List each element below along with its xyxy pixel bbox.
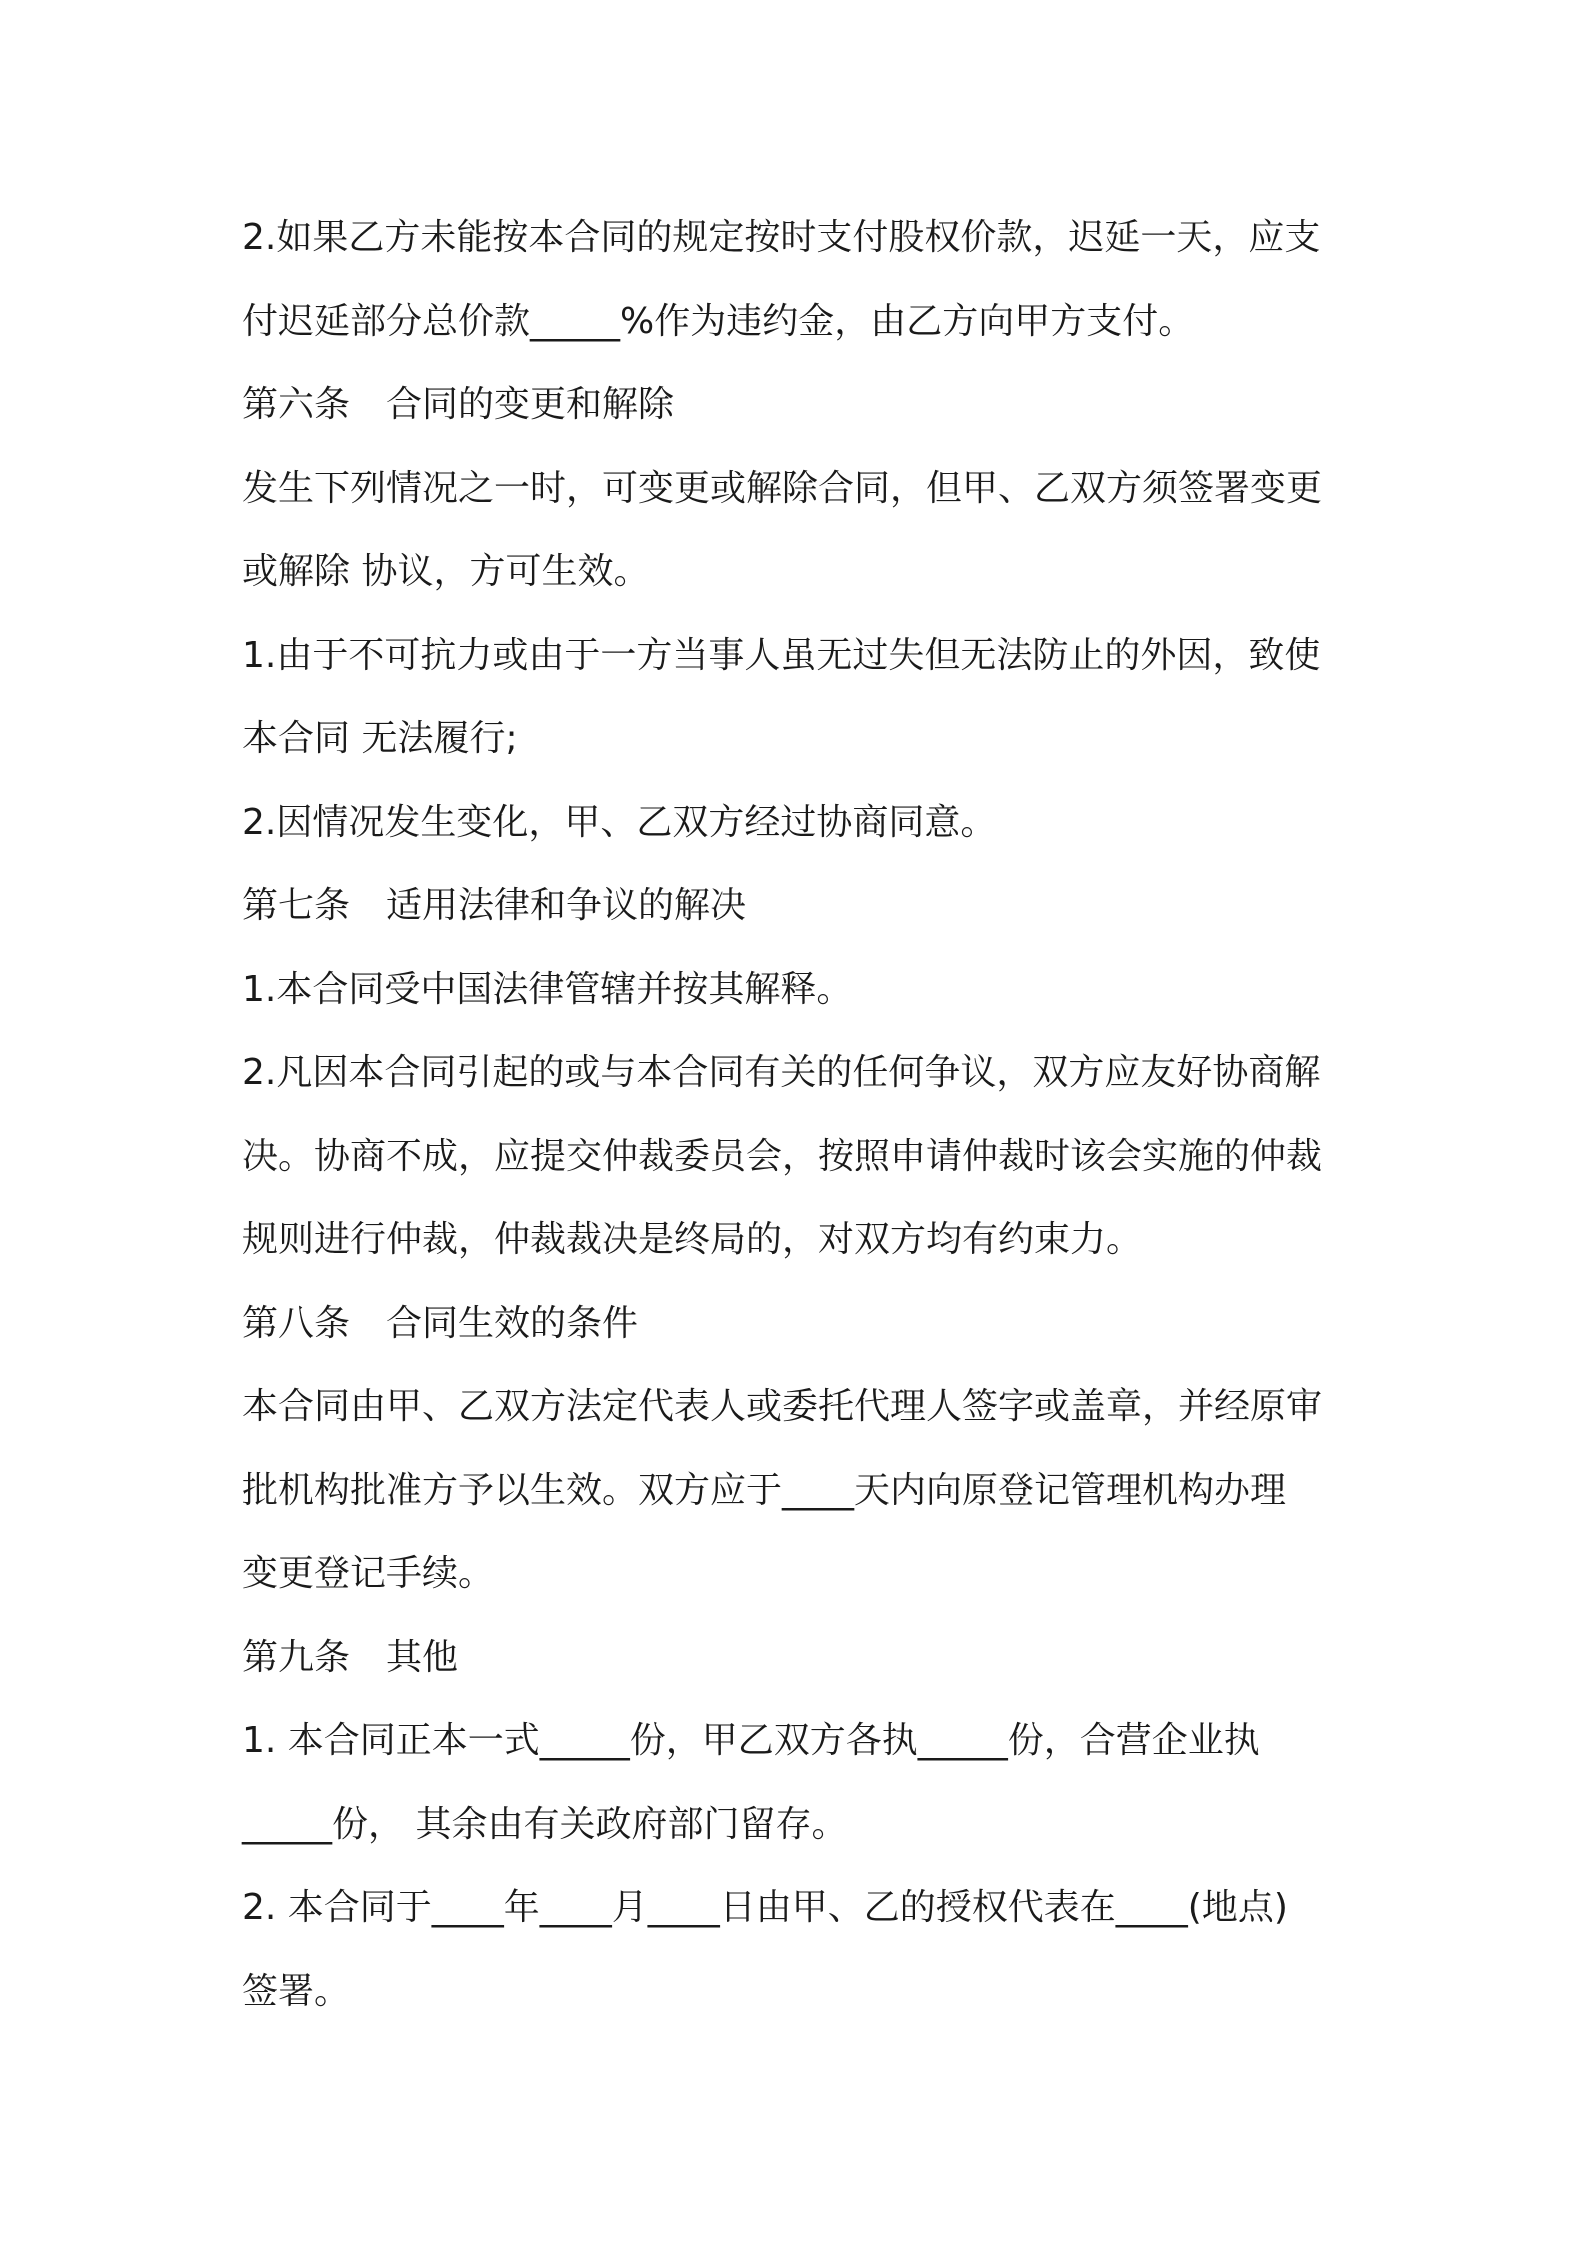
text-line: 本合同由甲、乙双方法定代表人或委托代理人签字或盖章，并经原审 [242,1386,1323,1427]
text-line: 发生下列情况之一时，可变更或解除合同，但甲、乙双方须签署变更 [242,467,1323,509]
text-line: 本合同 无法履行; [242,718,518,759]
text-line: 或解除 协议，方可生效。 [242,551,650,592]
text-line: 签署。 [242,1970,351,2012]
text-line: 2.凡因本合同引起的或与本合同有关的任何争议，双方应友好协商解 [242,1052,1321,1093]
text-line: 1.本合同受中国法律管辖并按其解释。 [242,968,853,1010]
article-heading: 第六条 合同的变更和解除 [242,384,675,425]
text-line: 2.如果乙方未能按本合同的规定按时支付股权价款，迟延一天，应支 [242,217,1321,258]
text-line: _____份， 其余由有关政府部门留存。 [242,1803,848,1845]
article-heading: 第八条 合同生效的条件 [242,1302,639,1344]
text-line: 2.因情况发生变化，甲、乙双方经过协商同意。 [242,801,997,843]
text-line: 1. 本合同正本一式_____份，甲乙双方各执_____份，合营企业执 [242,1720,1260,1761]
article-heading: 第九条 其他 [242,1636,459,1678]
article-heading: 第七条 适用法律和争议的解决 [242,885,747,926]
text-line: 决。协商不成，应提交仲裁委员会，按照申请仲裁时该会实施的仲裁 [242,1135,1323,1177]
text-line: 规则进行仲裁，仲裁裁决是终局的，对双方均有约束力。 [242,1219,1143,1260]
text-line: 2. 本合同于____年____月____日由甲、乙的授权代表在____(地点) [242,1887,1288,1928]
contract-body [242,196,1357,2033]
text-line: 变更登记手续。 [242,1553,495,1594]
text-line: 付迟延部分总价款_____%作为违约金，由乙方向甲方支付。 [242,300,1195,342]
text-line: 1.由于不可抗力或由于一方当事人虽无过失但无法防止的外因，致使 [242,634,1321,676]
text-line: 批机构批准方予以生效。双方应于____天内向原登记管理机构办理 [242,1469,1287,1511]
